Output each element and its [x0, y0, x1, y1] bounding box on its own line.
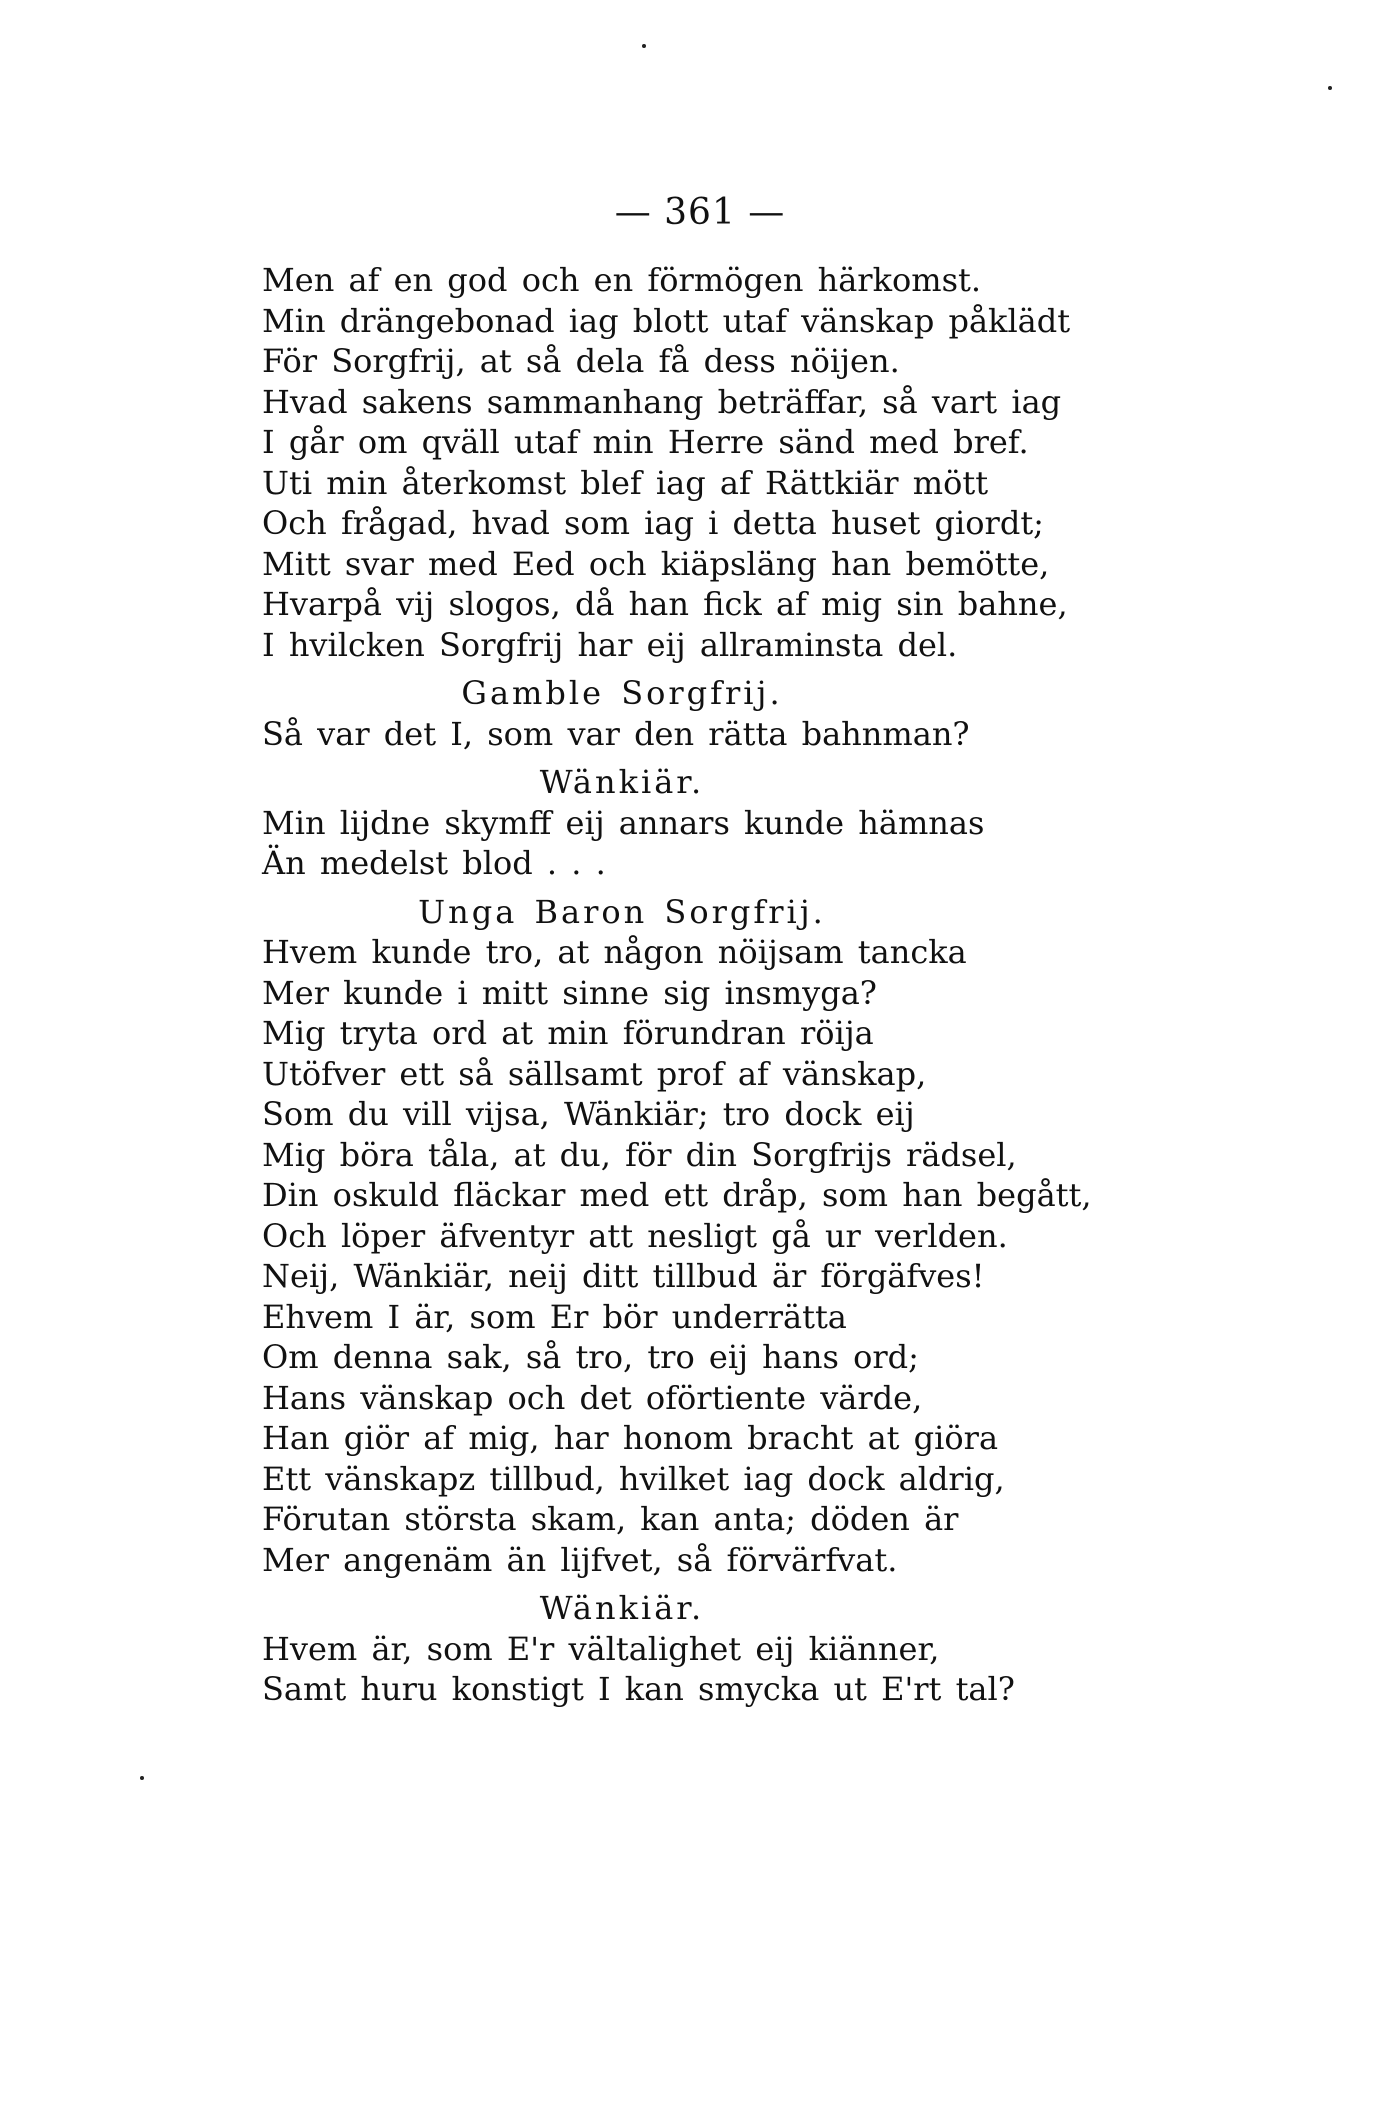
- verse-line: Ehvem I är, som Er bör underrätta: [262, 1297, 847, 1336]
- print-speck: [642, 44, 646, 48]
- verse-line: Än medelst blod . . .: [262, 844, 606, 882]
- print-speck: [1328, 86, 1332, 90]
- verse-line: Hvad sakens sammanhang beträffar, så vart iag: [262, 382, 1062, 421]
- verse-line: Din oskuld fläckar med ett dråp, som han begått,: [262, 1176, 1092, 1214]
- verse-line: Neij, Wänkiär, neij ditt tillbud är förgäfves!: [262, 1257, 985, 1295]
- page-number: — 361 —: [614, 192, 786, 233]
- verse-line: Min drängebonad iag blott utaf vänskap påklädt: [262, 301, 1071, 340]
- verse-line: I hvilcken Sorgfrij har eij allraminsta del.: [262, 625, 958, 664]
- verse-line: Hans vänskap och det oförtiente värde,: [262, 1378, 923, 1417]
- verse-line: Samt huru konstigt I kan smycka ut E'rt tal?: [262, 1670, 1015, 1708]
- verse-line: Hvem kunde tro, at någon nöijsam tancka: [262, 933, 967, 971]
- speaker-name: Wänkiär.: [539, 1589, 705, 1627]
- verse-line: Mer angenäm än lijfvet, så förvärfvat.: [262, 1540, 898, 1579]
- speaker-name: Gamble Sorgfrij.: [461, 674, 783, 712]
- verse-line: Hvarpå vij slogos, då han fick af mig sin bahne,: [262, 585, 1068, 623]
- verse-line: Men af en god och en förmögen härkomst.: [262, 261, 982, 299]
- verse-text: [262, 260, 1162, 1710]
- verse-line: Och löper äfventyr att nesligt gå ur verlden.: [262, 1216, 1008, 1255]
- speaker-name: Wänkiär.: [539, 763, 705, 801]
- verse-line: Utöfver ett så sällsamt prof af vänskap,: [262, 1054, 927, 1093]
- verse-line: Min lijdne skymff eij annars kunde hämnas: [262, 803, 985, 842]
- verse-line: Ett vänskapz tillbud, hvilket iag dock aldrig,: [262, 1459, 1005, 1498]
- verse-line: Om denna sak, så tro, tro eij hans ord;: [262, 1338, 919, 1376]
- verse-line: Och frågad, hvad som iag i detta huset giordt;: [262, 504, 1044, 542]
- verse-line: Så var det I, som var den rätta bahnman?: [262, 714, 970, 753]
- verse-line: Han giör af mig, har honom bracht at giöra: [262, 1419, 999, 1457]
- verse-line: Förutan största skam, kan anta; döden är: [262, 1500, 959, 1538]
- verse-line: I går om qväll utaf min Herre sänd med bref.: [262, 423, 1029, 461]
- verse-line: Mig tryta ord at min förundran röija: [262, 1014, 874, 1052]
- speaker-name: Unga Baron Sorgfrij.: [418, 892, 826, 931]
- verse-line: Mer kunde i mitt sinne sig insmyga?: [262, 973, 877, 1012]
- verse-line: Mig böra tåla, at du, för din Sorgfrijs rädsel,: [262, 1135, 1017, 1174]
- print-speck: [140, 1776, 144, 1780]
- verse-line: Mitt svar med Eed och kiäpsläng han bemötte,: [262, 544, 1050, 583]
- verse-line: Uti min återkomst blef iag af Rättkiär mött: [262, 463, 989, 502]
- verse-line: Hvem är, som E'r vältalighet eij kiänner,: [262, 1629, 940, 1668]
- verse-line: För Sorgfrij, at så dela få dess nöijen.: [262, 342, 900, 380]
- verse-line: Som du vill vijsa, Wänkiär; tro dock eij: [262, 1095, 915, 1133]
